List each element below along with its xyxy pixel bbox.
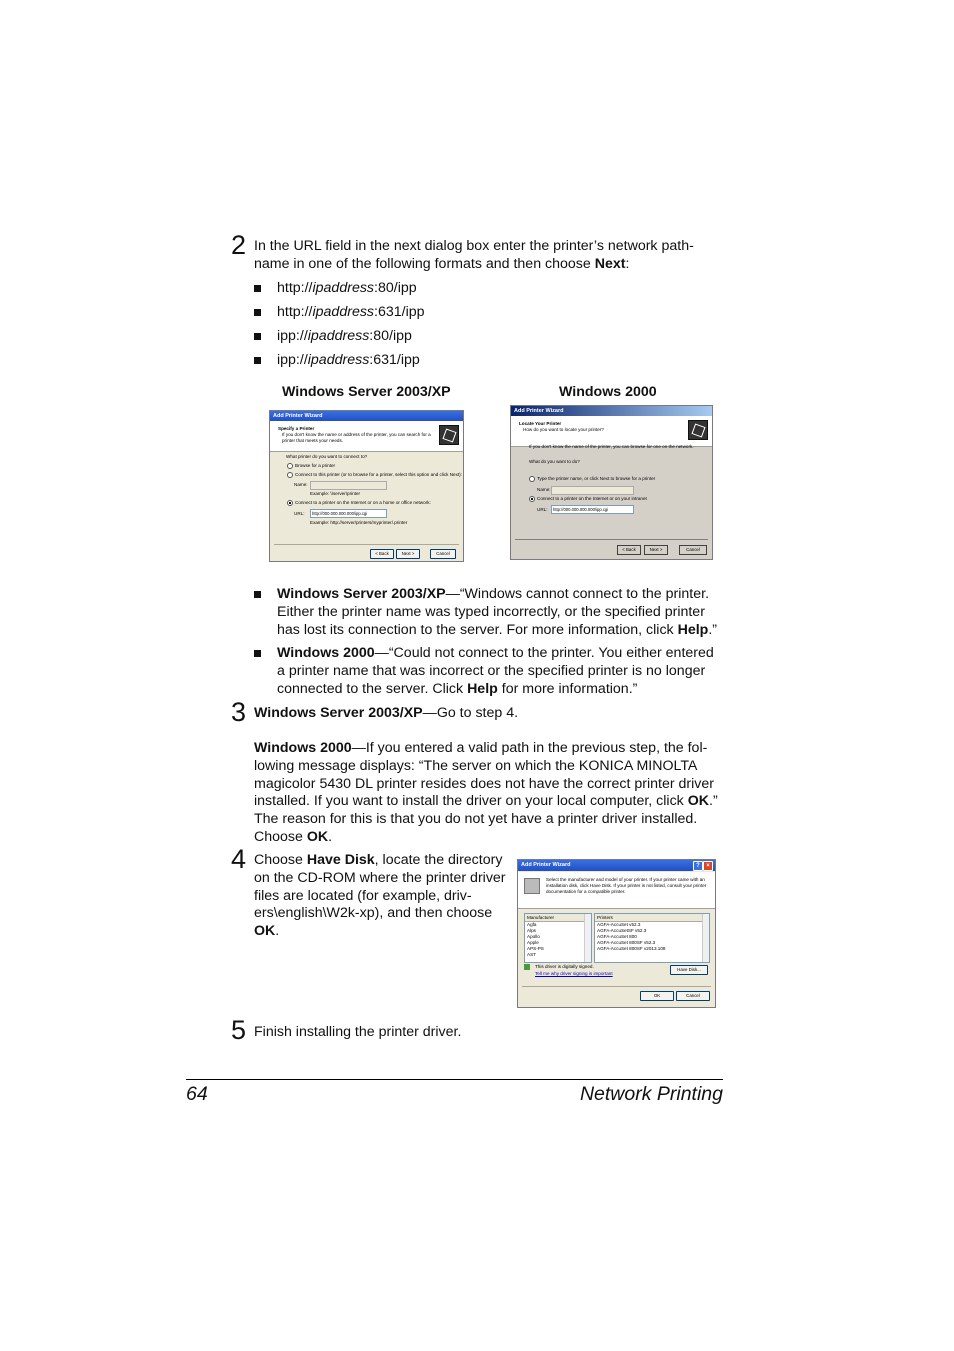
list-item[interactable]: AGFA-AccuSet 800SF v52.3 [597,940,656,945]
screenshot-driver-selection-dialog [517,859,716,1008]
header-title: Specify a Printer [278,426,315,431]
printer-wizard-icon [439,425,459,445]
screenshot-xp-add-printer-wizard [269,410,464,562]
help-icon[interactable]: ? [693,861,703,871]
step-4-text: Choose Have Disk, locate the directory on the CD-ROM where the printer driver files are located (for example, driv- ers\english\W2k-xp), and then choose OK. [254,852,506,940]
intro-label: If you don't know the name of the printer, you can browse for one on the network. [529,444,694,449]
list-item[interactable]: AGFA-AccuSet 800SF v2013.108 [597,946,666,951]
signed-driver-icon [524,964,530,970]
dialog-title: Add Printer Wizard [511,406,712,416]
dialog-title: Add Printer Wizard [270,411,463,421]
url-label: URL: [537,507,548,512]
list-item[interactable]: AGFA-AccuSet v52.3 [597,922,641,927]
caption-windows-xp: Windows Server 2003/XP [282,384,451,400]
name-example: Example: \\server\printer [310,491,361,496]
close-icon[interactable]: × [703,861,713,871]
error-bullet-2000: Windows 2000—“Could not connect to the printer. You either entered a printer name that was incorrect or the specified printer is no longer connected to the server. Click Help for more information.” [254,645,734,699]
name-input[interactable] [310,481,387,490]
url-label: URL: [294,511,305,516]
option-connect-url[interactable]: Connect to a printer on the Internet or on your intranet [529,496,647,502]
next-button[interactable]: Next > [396,549,420,559]
step-3-xp-text: Windows Server 2003/XP—Go to step 4. [254,705,519,721]
printer-list[interactable] [594,913,710,963]
ok-button[interactable]: OK [640,991,674,1001]
section-title: Network Printing [579,1083,723,1105]
instruction-text: Select the manufacturer and model of your printer. If your printer came with an installation disk, click Have Disk. If your printer is not listed, consult your printer documentation for a compatible printer. [546,877,707,894]
option-connect-url[interactable]: Connect to a printer on the Internet or on a home or office network: [287,500,431,506]
url-example: Example: http://server/printers/myprinter/.printer [310,520,408,525]
caption-windows-2000: Windows 2000 [559,384,657,400]
driver-signing-link[interactable]: Tell me why driver signing is important [535,971,613,976]
list-item[interactable]: Alps [527,928,536,933]
step-number-5: 5 [231,1015,247,1045]
step-number-3: 3 [231,697,247,727]
printer-header: Printers [595,914,709,922]
list-item[interactable]: AGFA-AccuSetSF v52.3 [597,928,647,933]
name-label: Name: [294,482,308,487]
footer-divider [186,1079,723,1080]
cancel-button[interactable]: Cancel [430,549,456,559]
dialog-header [270,421,463,452]
scrollbar[interactable] [584,914,591,962]
list-item[interactable]: APS-PS [527,946,544,951]
scrollbar[interactable] [702,914,709,962]
dialog-header [511,416,712,447]
step-2-text [254,238,694,274]
have-disk-button[interactable]: Have Disk... [670,965,708,975]
option-type-name[interactable]: Type the printer name, or click Next to browse for a printer [529,476,655,482]
dialog-title: Add Printer Wizard [518,860,715,871]
question-label: What printer do you want to connect to? [286,454,368,459]
step-5-text: Finish installing the printer driver. [254,1024,462,1040]
step-3-2000-text: Windows 2000—If you entered a valid path in the previous step, the fol- lowing message displays: “The server on which the KONICA MINOLTA magicolor 5430 DL printer resides does not have the correct printer driver installed. If you want to install the driver on your local computer, click OK.” The reason for this is that you do not yet have a printer driver installed. Choose OK. [254,740,718,845]
list-item[interactable]: AST [527,952,536,957]
printer-wizard-icon [688,420,708,440]
url-input[interactable]: http://000.000.000.000/ipp.cgi [551,505,634,514]
option-connect-name[interactable]: Connect to this printer (or to browse for a printer, select this option and click Next): [287,472,462,478]
next-button[interactable]: Next > [644,545,668,555]
list-item[interactable]: AGFA-AccuSet 800 [597,934,637,939]
signed-label: This driver is digitally signed. [535,964,594,969]
step-number-2: 2 [231,230,247,260]
name-label: Name: [537,487,551,492]
question-label: What do you want to do? [529,459,580,464]
header-subtitle: How do you want to locate your printer? [523,427,604,432]
header-title: Locate Your Printer [519,421,562,426]
step-number-4: 4 [231,844,247,874]
manufacturer-list[interactable] [524,913,592,963]
url-input[interactable]: http://000.000.000.000/ipp.cgi [310,509,387,518]
page-number: 64 [186,1083,208,1105]
step-2-line-2: name in one of the following formats and then choose Next: [254,255,630,272]
option-browse[interactable]: Browse for a printer [287,463,335,469]
list-item[interactable]: Apple [527,940,539,945]
manufacturer-header: Manufacturer [525,914,591,922]
error-bullet-xp: Windows Server 2003/XP—“Windows cannot connect to the printer. Either the printer name was typed incorrectly, or the specified printer has lost its connection to the server. For more information, click Help.” [254,586,734,640]
back-button[interactable]: < Back [370,549,394,559]
name-input[interactable] [551,486,634,495]
list-item[interactable]: Agfa [527,922,537,927]
step-2-line-1: In the URL field in the next dialog box enter the printer’s network path- [254,238,694,254]
header-subtitle: If you don't know the name or address of the printer, you can search for a printer that meets your needs. [282,432,431,443]
list-item[interactable]: Apollo [527,934,540,939]
back-button[interactable]: < Back [617,545,641,555]
screenshot-2000-add-printer-wizard [510,405,713,560]
cancel-button[interactable]: Cancel [676,991,710,1001]
printer-icon [524,878,540,894]
cancel-button[interactable]: Cancel [679,545,707,555]
